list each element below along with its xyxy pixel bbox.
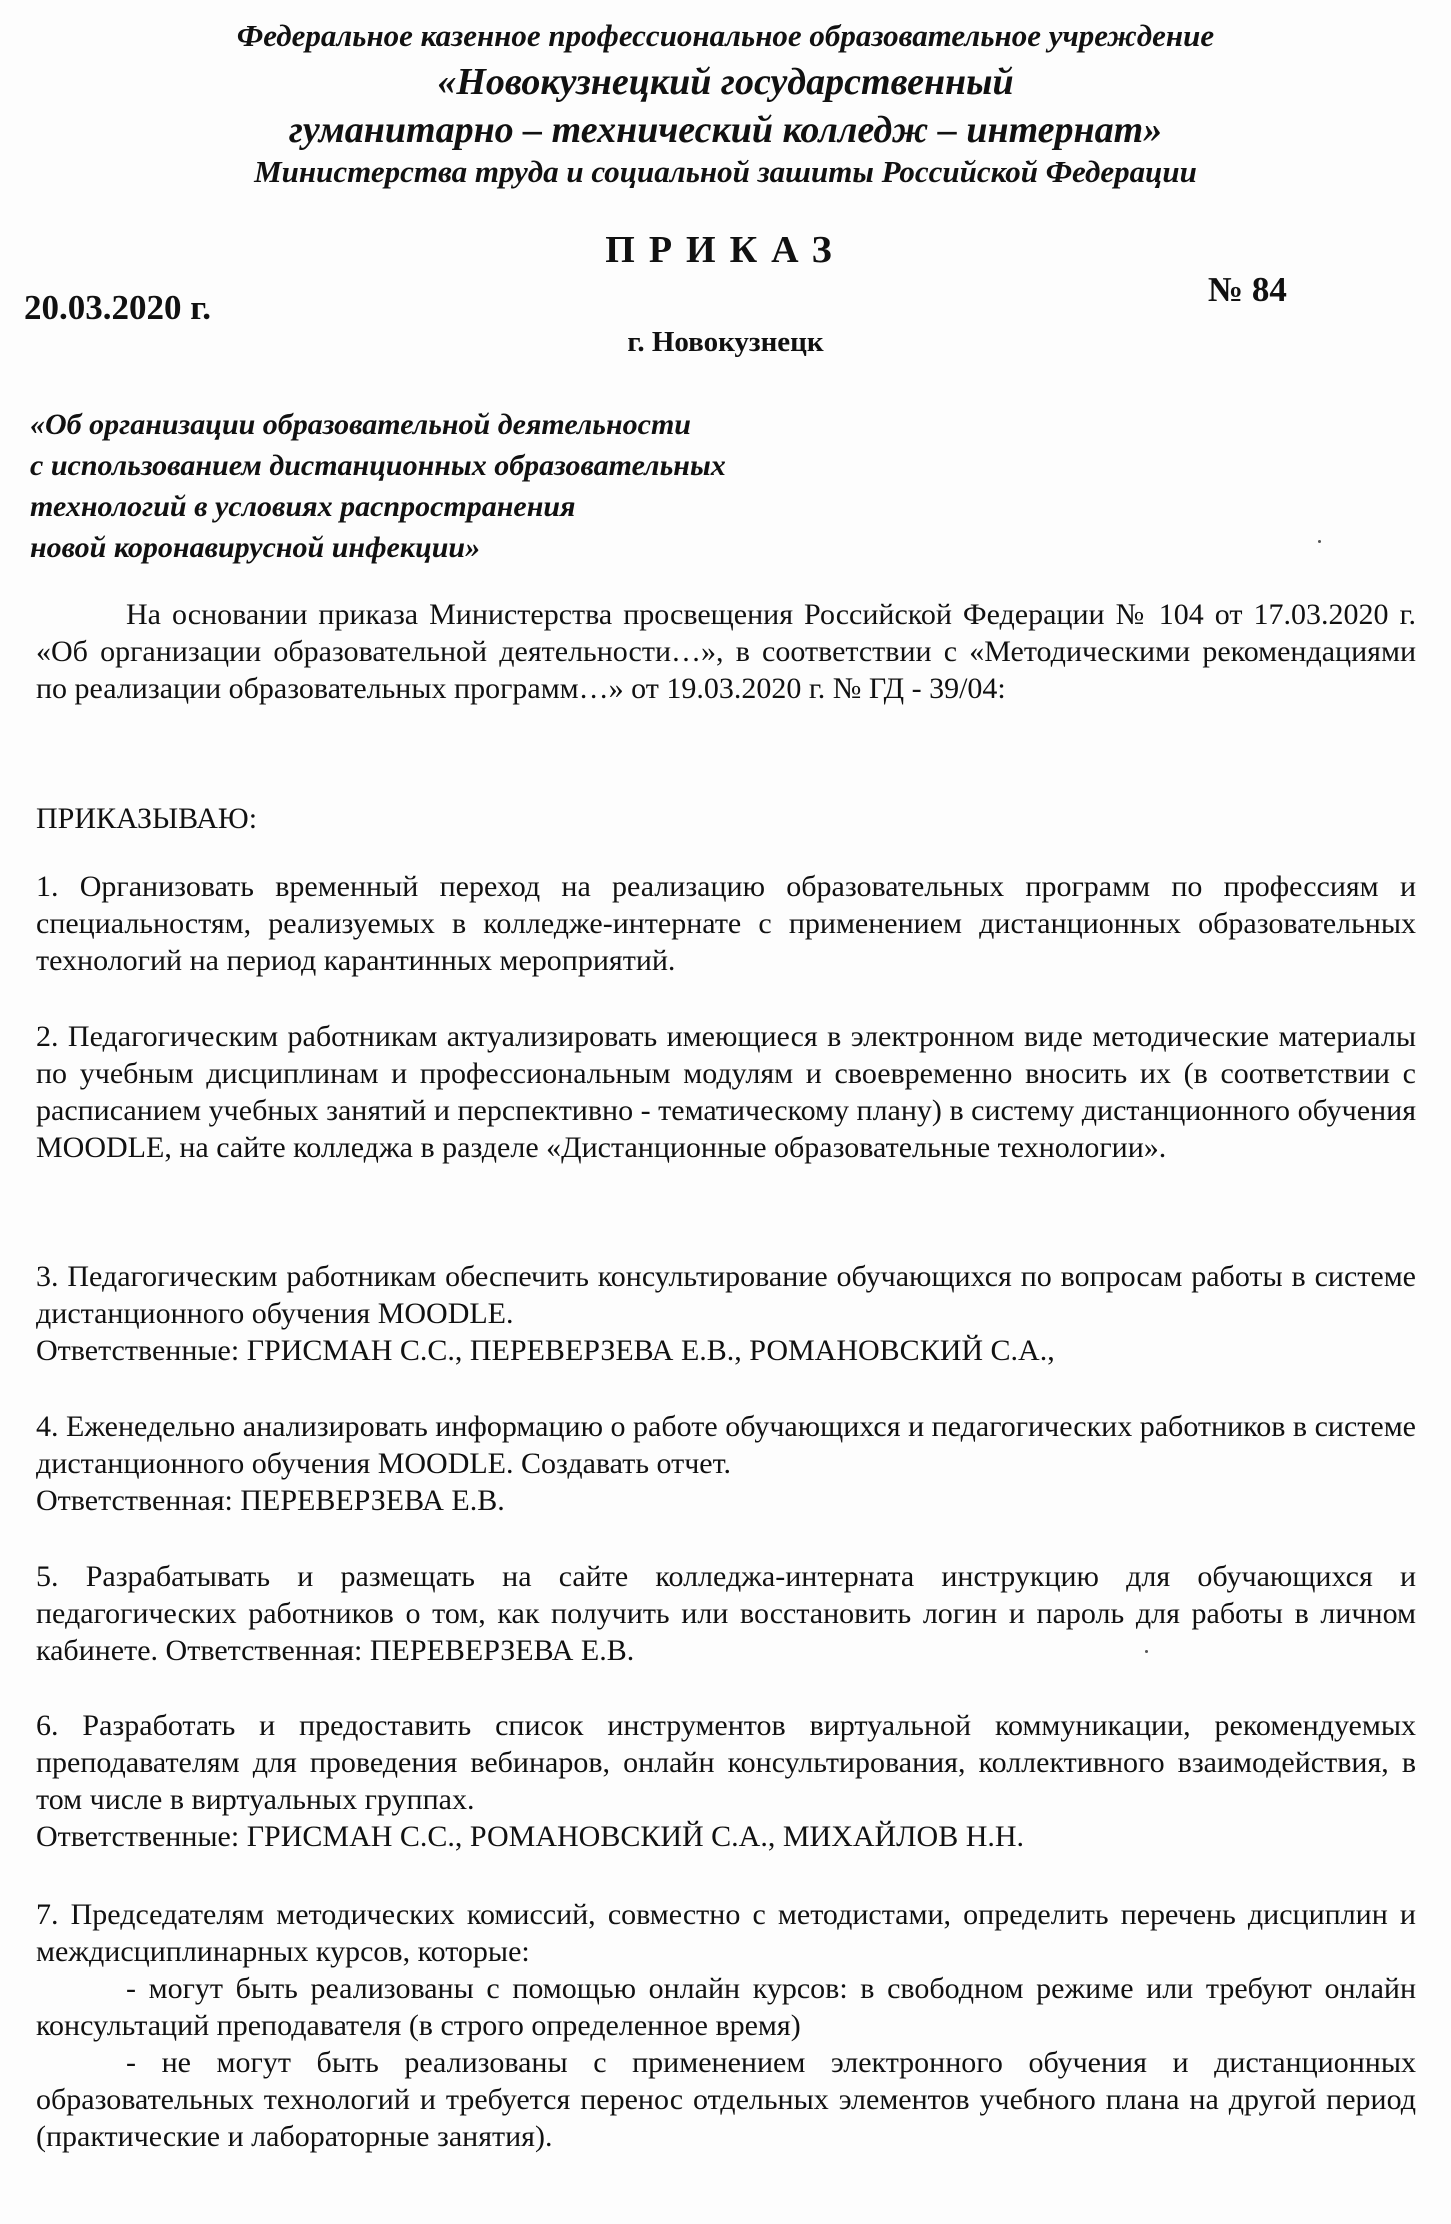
institution-line-4: Министерства труда и социальной зашиты Российской Федерации (254, 154, 1197, 189)
scan-speck (1145, 1650, 1148, 1653)
order-date: 20.03.2020 г. (24, 288, 211, 327)
institution-line-1: Федеральное казенное профессиональное образовательное учреждение (236, 18, 1215, 53)
subject-line: технологий в условиях распространения (30, 490, 576, 523)
paragraph-1: 1. Организовать временный переход на реализацию образовательных программ по профессиям и специальностям, реализуемых в колледже-интернате с применением дистанционных образовательных технологий на период карантинных мероприятий. (36, 870, 1416, 977)
paragraph-3-text: 3. Педагогическим работникам обеспечить консультирование обучающихся по вопросам работы в системе дистанционного обучения MOODLE. (36, 1260, 1416, 1330)
order-title: ПРИКАЗ (605, 229, 846, 271)
paragraph-6-responsible: Ответственные: ГРИСМАН С.С., РОМАНОВСКИЙ С.А., МИХАЙЛОВ Н.Н. (36, 1820, 1025, 1853)
paragraph-4-text: 4. Еженедельно анализировать информацию о работе обучающихся и педагогических работников в системе дистанционного обучения MOODLE. Создавать отчет. (36, 1410, 1416, 1480)
paragraph-6 (36, 1707, 1416, 1855)
subject-line: новой коронавирусной инфекции» (30, 531, 481, 564)
paragraph-5: 5. Разрабатывать и размещать на сайте колледжа-интерната инструкцию для обучающихся и педагогических работников о том, как получить или восстановить логин и пароль для работы в личном кабинете. Ответственная: ПЕРЕВЕРЗЕВА Е.В. (36, 1560, 1416, 1667)
paragraph-4-responsible: Ответственная: ПЕРЕВЕРЗЕВА Е.В. (36, 1484, 505, 1517)
paragraph-4 (36, 1408, 1416, 1519)
order-number: № 84 (1208, 270, 1287, 309)
order-city: г. Новокузнецк (627, 326, 824, 358)
scan-speck (1318, 540, 1321, 543)
basis-paragraph: На основании приказа Министерства просвещения Российской Федерации № 104 от 17.03.2020 г. «Об организации образовательной деятельности…», в соответствии с «Методическими рекомендациями по реализации образовательных программ…» от 19.03.2020 г. № ГД - 39/04: (36, 598, 1416, 705)
paragraph-7-item-b: - не могут быть реализованы с применением электронного обучения и дистанционных образовательных технологий и требуется перенос отдельных элементов учебного плана на другой период (практические и лабораторные занятия). (36, 2046, 1416, 2153)
paragraph-2: 2. Педагогическим работникам актуализировать имеющиеся в электронном виде методические материалы по учебным дисциплинам и профессиональным модулям и своевременно вносить их (в соответствии с расписанием учебных занятий и перспективно - тематическому плану) в систему дистанционного обучения MOODLE, на сайте колледжа в разделе «Дистанционные образовательные технологии». (36, 1020, 1416, 1164)
institution-line-3: гуманитарно – технический колледж – интернат» (288, 109, 1163, 151)
order-subject (30, 404, 850, 568)
paragraph-7-text: 7. Председателям методических комиссий, совместно с методистами, определить перечень дисциплин и междисциплинарных курсов, которые: (36, 1898, 1416, 1968)
paragraph-6-text: 6. Разработать и предоставить список инструментов виртуальной коммуникации, рекомендуемых преподавателям для проведения вебинаров, онлайн консультирования, коллективного взаимодействия, в том числе в виртуальных группах. (36, 1709, 1416, 1816)
subject-line: с использованием дистанционных образовательных (30, 449, 726, 482)
paragraph-7 (36, 1896, 1416, 2155)
paragraph-7-item-a: - могут быть реализованы с помощью онлайн курсов: в свободном режиме или требуют онлайн консультаций преподавателя (в строго определенное время) (36, 1972, 1416, 2042)
paragraph-3-responsible: Ответственные: ГРИСМАН С.С., ПЕРЕВЕРЗЕВА Е.В., РОМАНОВСКИЙ С.А., (36, 1334, 1055, 1367)
institution-line-2: «Новокузнецкий государственный (437, 61, 1014, 103)
prikazyvayu-heading: ПРИКАЗЫВАЮ: (36, 802, 258, 835)
subject-line: «Об организации образовательной деятельности (30, 408, 691, 441)
paragraph-3 (36, 1258, 1416, 1369)
